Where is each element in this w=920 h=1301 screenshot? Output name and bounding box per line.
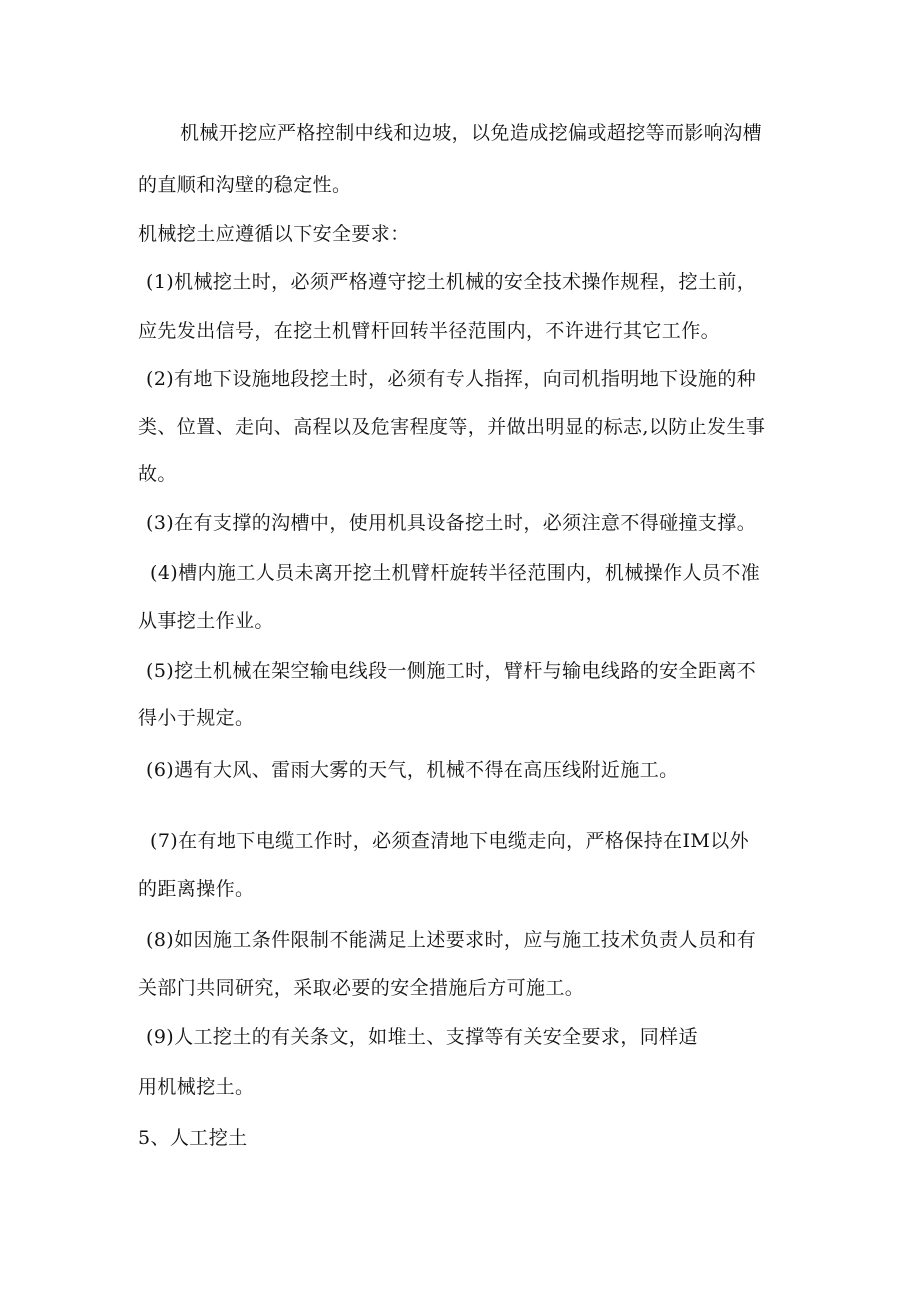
list-item-line: 从事挖土作业。 [138,610,274,632]
list-item-line: (3)在有支撑的沟槽中，使用机具设备挖土时，必须注意不得碰撞支撑。 [146,512,757,534]
list-item-line: 类、位置、走向、高程以及危害程度等，并做出明显的标志,以防止发生事 [138,416,766,438]
list-item-line: (8)如因施工条件限制不能满足上述要求时，应与施工技术负责人员和有 [146,929,757,951]
list-item-line: (1)机械挖土时，必须严格遵守挖土机械的安全技术操作规程，挖土前， [146,271,757,293]
paragraph-line: 机械开挖应严格控制中线和边坡，以免造成挖偏或超挖等而影响沟槽 [180,122,763,144]
list-item-line: 的距离操作。 [138,878,255,900]
paragraph-line: 的直顺和沟壁的稳定性。 [138,174,352,196]
list-item-line: 用机械挖土。 [138,1076,255,1098]
paragraph-line: 机械挖土应遵循以下安全要求： [138,223,410,245]
list-item-line: 应先发出信号，在挖土机臂杆回转半径范围内，不许进行其它工作。 [138,320,721,342]
list-item-line: (9)人工挖土的有关条文，如堆土、支撑等有关安全要求，同样适 [146,1026,698,1048]
list-item-line: 关部门共同研究，采取必要的安全措施后方可施工。 [138,977,585,999]
list-item-line: (5)挖土机械在架空输电线段一侧施工时，臂杆与输电线路的安全距离不 [146,660,757,682]
list-item-line: 得小于规定。 [138,707,255,729]
list-item-line: (7)在有地下电缆工作时，必须查清地下电缆走向，严格保持在IM以外 [150,830,750,852]
list-item-line: (4)槽内施工人员未离开挖土机臂杆旋转半径范围内，机械操作人员不准 [150,562,761,584]
section-heading: 5、人工挖土 [138,1127,248,1149]
list-item-line: (6)遇有大风、雷雨大雾的天气，机械不得在高压线附近施工。 [146,759,679,781]
list-item-line: (2)有地下设施地段挖土时，必须有专人指挥，向司机指明地下设施的种 [146,368,757,390]
list-item-line: 故。 [138,463,177,485]
